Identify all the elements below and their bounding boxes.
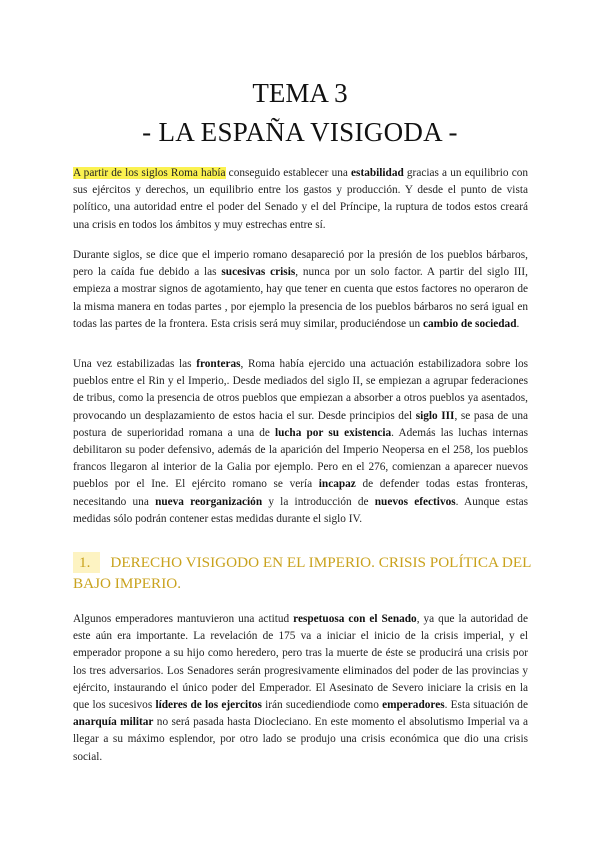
section-number: 1. (73, 552, 100, 573)
text-run: no será pasada hasta Diocleciano. En este momento el absolutismo Imperial va a llegar a su máximo esplendor, por otro lado se produjo una crisis económica que dio una crisis social. (73, 716, 528, 763)
section-heading-text: DERECHO VISIGODO EN EL IMPERIO. CRISIS POLÍTICA DEL BAJO IMPERIO. (73, 554, 531, 592)
bold-term: fronteras (196, 358, 241, 370)
document-subtitle: - LA ESPAÑA VISIGODA - (142, 117, 458, 147)
text-run: . Además las luchas internas debilitaron su poder defensivo, además de la aparición del Imperio Neopersa en el 258, los pueblos francos llegaron al interior de la Galia por ejemplo. Pero en el 276, comienzan a aparecer nuevos pueblos por el Ine. El ejército romano se vería (73, 426, 528, 491)
text-run: Una vez estabilizadas las (73, 358, 197, 370)
bold-term: nuevos efectivos (374, 495, 456, 508)
bold-term: incapaz (318, 478, 356, 491)
text-run: , Roma había ejercido una actuación estabilizadora sobre los pueblos entre el Rin y el Imperio,. Desde mediados del siglo II, se empiezan a agrupar federaciones de tribus, como la presencia de otros pueblos que empiezan a absorber a otros pueblos ya asentados, provocando un desplazamiento de estos hacia el sur. Desde principios del (73, 358, 528, 422)
text-run: . Aunque estas medidas sólo podrán contener estas medidas durante el siglo IV. (73, 495, 528, 525)
text-run: Algunos emperadores mantuvieron una actitud (73, 613, 294, 625)
bold-term: lucha por su existencia (275, 426, 392, 439)
text-run: . Esta situación de (444, 699, 528, 712)
paragraph-emperadores (73, 611, 528, 766)
bold-term: emperadores (382, 699, 445, 712)
bold-term: siglo III (415, 409, 455, 422)
bold-term: estabilidad (351, 167, 404, 179)
text-run: gracias a un equilibrio con sus ejércitos y derechos, un equilibrio entre los gastos y producción. Y desde el punto de vista político, una autoridad entre el poder del Senado y el del Príncipe, la ruptura de todos estos creará una crisis en todos los ámbitos y muy estrechas entre sí. (73, 167, 529, 231)
section-heading (73, 552, 543, 594)
bold-term: nueva reorganización (155, 495, 263, 508)
text-run: , nunca por un solo factor. A partir del siglo III, empieza a mostrar signos de agotamiento, hay que tener en cuenta que estos factores no operaron de la misma manera en todas partes , por ejemplo la presencia de los pueblos bárbaros no será igual en todas las partes de la frontera. Esta crisis será muy similar, produciéndose un (73, 266, 529, 330)
bold-term: respetuosa con el Senado (293, 613, 417, 625)
text-run: de defender todas estas fronteras, necesitando una (73, 478, 528, 508)
text-run: conseguido establecer una (225, 167, 352, 179)
bold-term: sucesivas crisis (221, 266, 296, 279)
text-run: y la introducción de (262, 495, 375, 508)
text-run: . (516, 317, 520, 330)
highlighted-text: A partir de los siglos Roma había (73, 167, 226, 179)
bold-term: líderes de los ejercitos (155, 699, 262, 712)
paragraph-crisis (73, 247, 528, 333)
paragraph-fronteras (73, 356, 528, 528)
paragraph-intro (73, 165, 528, 234)
text-run: irán sucediendiode como (261, 699, 383, 712)
bold-term: cambio de sociedad (422, 317, 517, 330)
bold-term: anarquía militar (73, 716, 154, 729)
text-run: , ya que la autoridad de este aún era importante. La revelación de 175 va a iniciar el inicio de la crisis imperial, y el emperador propone a su hijo como heredero, pero tras la muerte de éste se producirá una crisis por los tres adversarios. Los Senadores serán progresivamente eliminados del poder de las provincias y ejército, instaurando el único poder del Emperador. El Asesinato de Severo iniciare la crisis en la que los sucesivos (73, 613, 528, 712)
text-run: , se pasa de una postura de superioridad romana a una de (73, 409, 529, 439)
text-run: Durante siglos, se dice que el imperio romano desapareció por la presión de los pueblos bárbaros, pero la caída fue debido a las (73, 249, 528, 279)
document-title: TEMA 3 (252, 78, 348, 108)
